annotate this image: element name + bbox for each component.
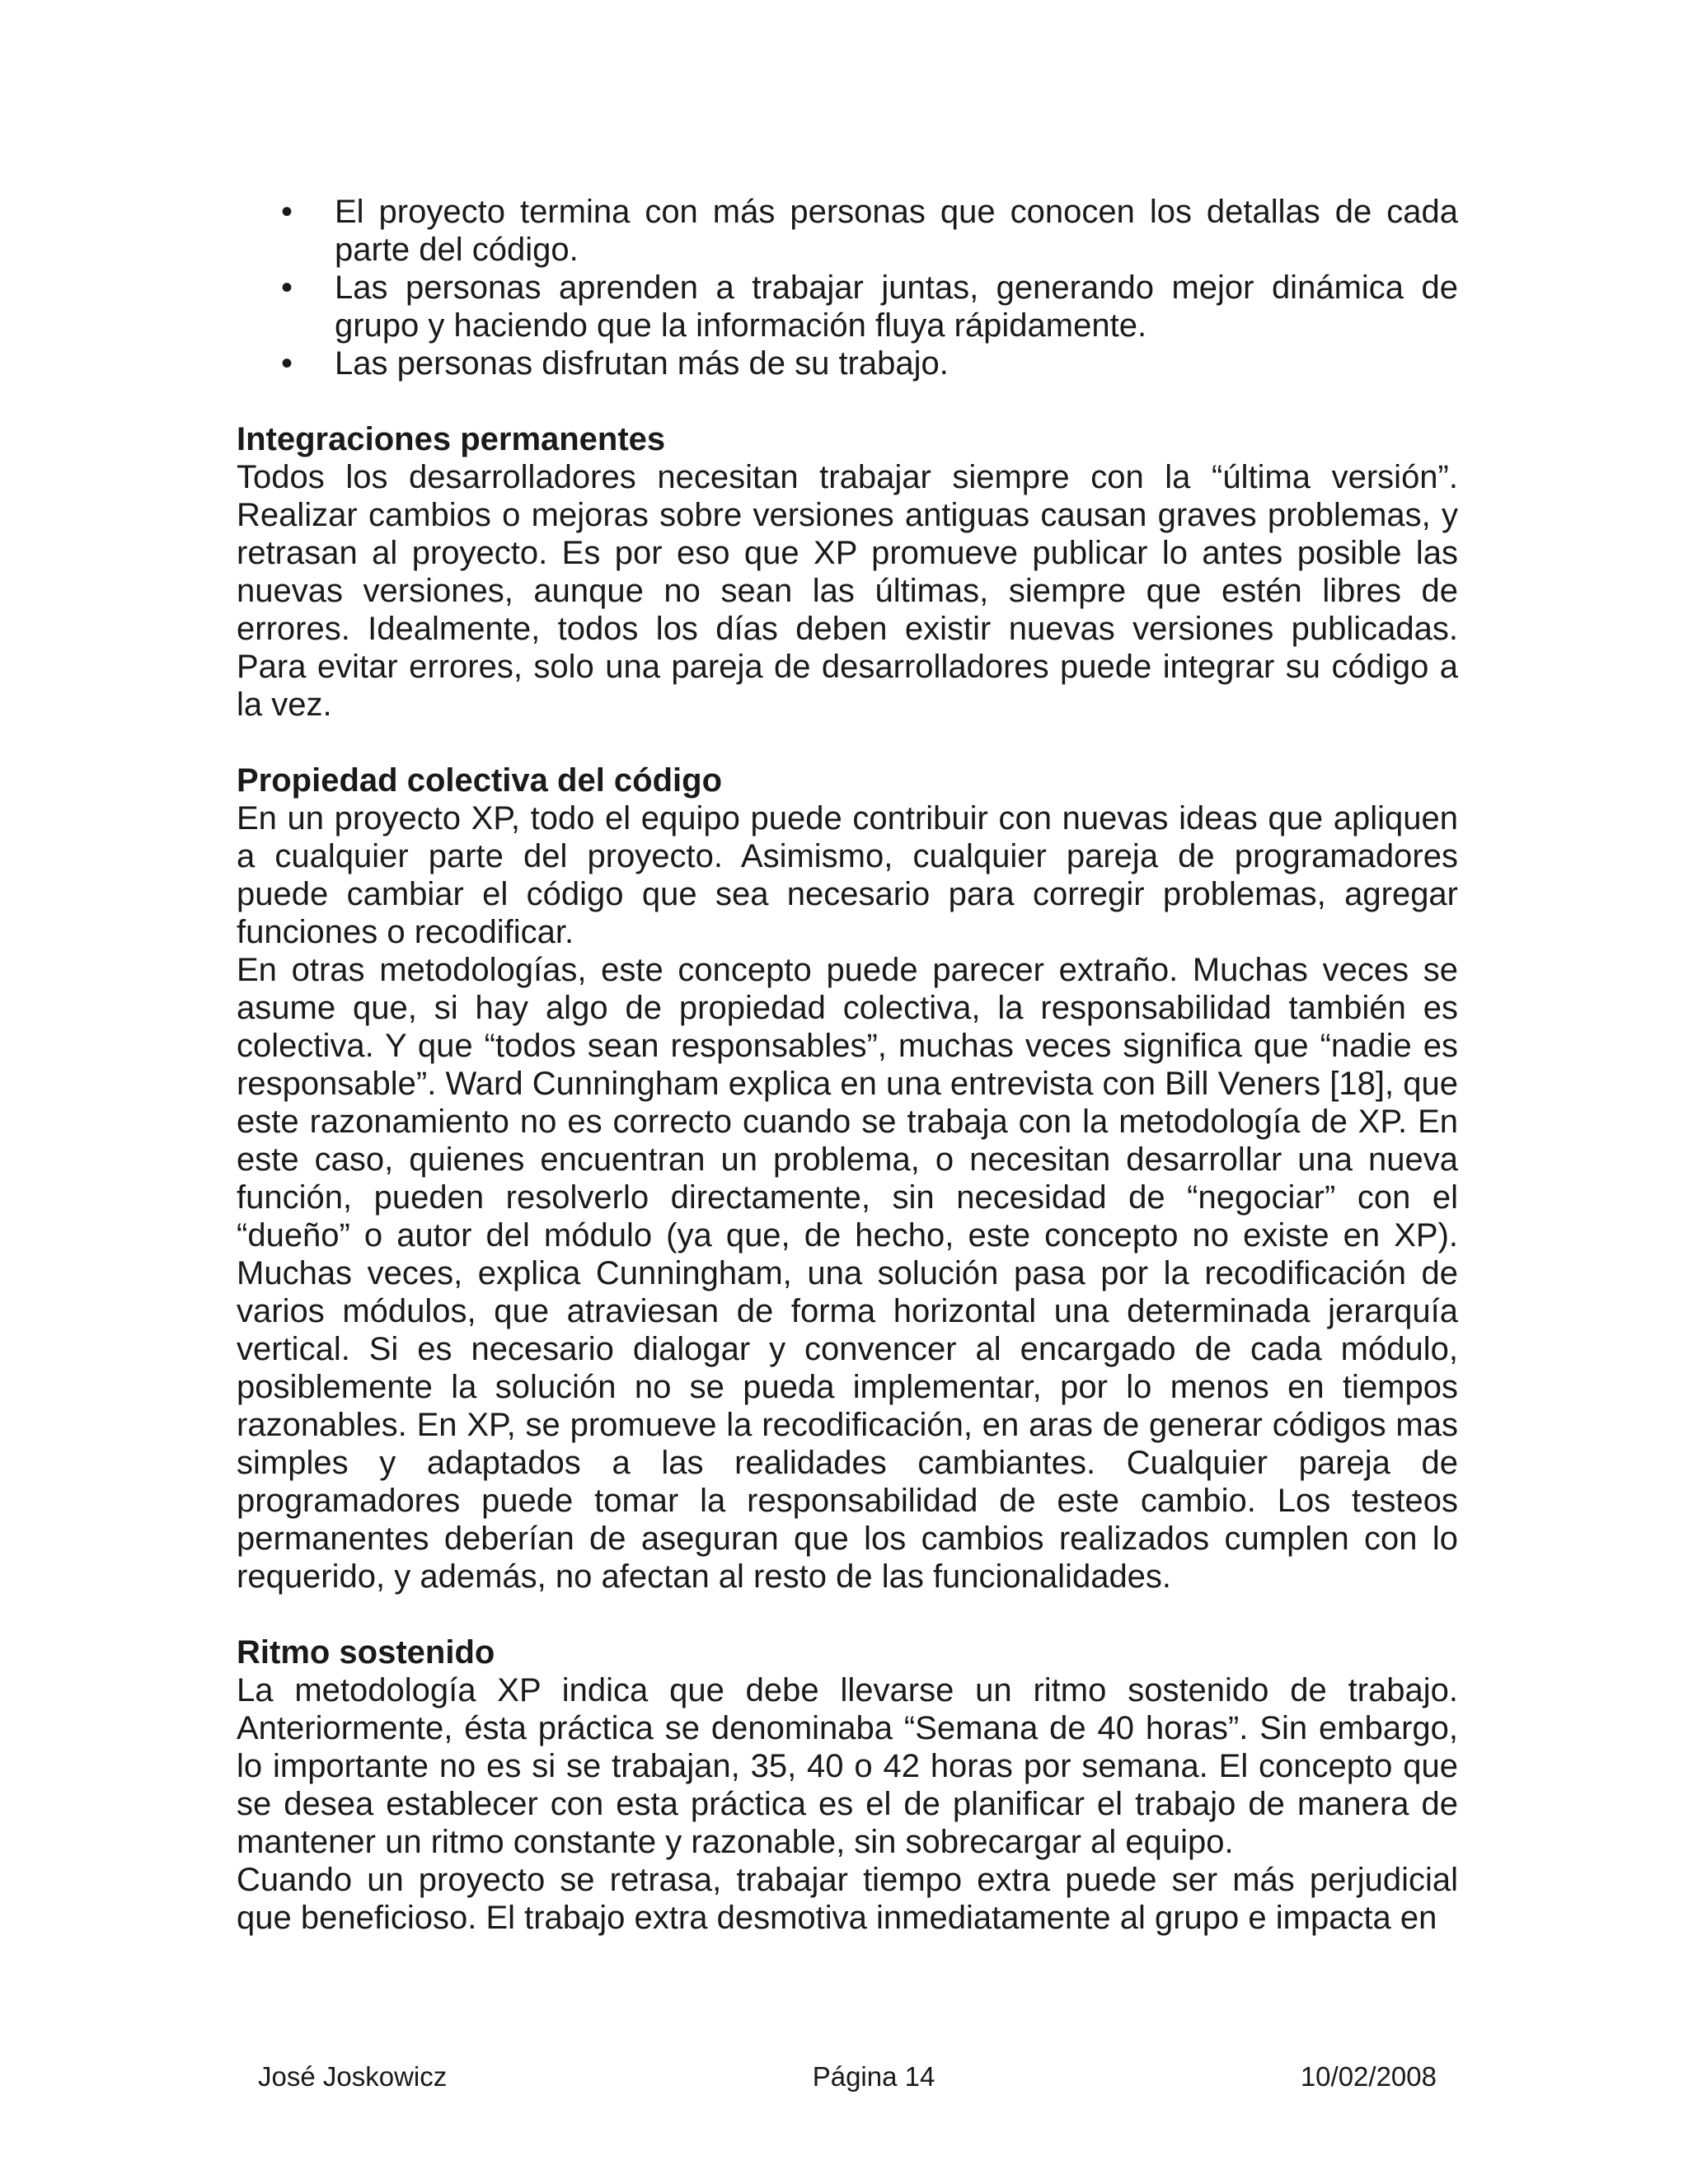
section-heading: Integraciones permanentes xyxy=(237,421,666,457)
list-item xyxy=(237,344,1458,382)
footer-page-number: Página 14 xyxy=(812,2061,935,2092)
bullet-icon: • xyxy=(281,269,293,306)
footer-date: 10/02/2008 xyxy=(1300,2061,1437,2092)
page-footer xyxy=(258,2060,1437,2093)
bullet-text: Las personas disfrutan más de su trabajo. xyxy=(335,345,949,382)
paragraph: En un proyecto XP, todo el equipo puede contribuir con nuevas ideas que apliquen a cualquier parte del proyecto. Asimismo, cualquier pareja de programadores puede cambiar el código que sea necesario para corregir problemas, agregar funciones o recodificar. xyxy=(237,800,1458,950)
section-propiedad-colectiva xyxy=(237,762,1458,1596)
paragraph: Todos los desarrolladores necesitan trabajar siempre con la “última versión”. Realizar cambios o mejoras sobre versiones antiguas causan graves problemas, y retrasan al proyecto. Es por eso que XP promueve publicar lo antes posible las nuevas versiones, aunque no sean las últimas, siempre que estén libres de errores. Idealmente, todos los días deben existir nuevas versiones publicadas. Para evitar errores, solo una pareja de desarrolladores puede integrar su código a la vez. xyxy=(237,459,1458,723)
section-heading: Propiedad colectiva del código xyxy=(237,762,723,799)
paragraph: La metodología XP indica que debe llevarse un ritmo sostenido de trabajo. Anteriormente, ésta práctica se denominaba “Semana de 40 horas”. Sin embargo, lo importante no es si se trabajan, 35, 40 o 42 horas por semana. El concepto que se desea establecer con esta práctica es el de planificar el trabajo de manera de mantener un ritmo constante y razonable, sin sobrecargar al equipo. xyxy=(237,1672,1458,1860)
list-item xyxy=(237,193,1458,269)
footer-author: José Joskowicz xyxy=(258,2061,448,2092)
section-ritmo-sostenido xyxy=(237,1633,1458,1937)
page-content xyxy=(237,193,1458,1937)
bullet-list xyxy=(237,193,1458,382)
paragraph: Cuando un proyecto se retrasa, trabajar tiempo extra puede ser más perjudicial que beneficioso. El trabajo extra desmotiva inmediatamente al grupo e impacta en xyxy=(237,1862,1458,1936)
bullet-icon: • xyxy=(281,345,293,382)
bullet-text: El proyecto termina con más personas que conocen los detallas de cada parte del código. xyxy=(335,194,1458,268)
bullet-icon: • xyxy=(281,194,293,230)
bullet-text: Las personas aprenden a trabajar juntas, generando mejor dinámica de grupo y haciendo que la información fluya rápidamente. xyxy=(335,269,1458,344)
section-integraciones xyxy=(237,420,1458,724)
section-heading: Ritmo sostenido xyxy=(237,1634,495,1671)
list-item xyxy=(237,269,1458,344)
paragraph: En otras metodologías, este concepto puede parecer extraño. Muchas veces se asume que, si hay algo de propiedad colectiva, la responsabilidad también es colectiva. Y que “todos sean responsables”, muchas veces significa que “nadie es responsable”. Ward Cunningham explica en una entrevista con Bill Veners [18], que este razonamiento no es correcto cuando se trabaja con la metodología de XP. En este caso, quienes encuentran un problema, o necesitan desarrollar una nueva función, pueden resolverlo directamente, sin necesidad de “negociar” con el “dueño” o autor del módulo (ya que, de hecho, este concepto no existe en XP). Muchas veces, explica Cunningham, una solución pasa por la recodificación de varios módulos, que atraviesan de forma horizontal una determinada jerarquía vertical. Si es necesario dialogar y convencer al encargado de cada módulo, posiblemente la solución no se pueda implementar, por lo menos en tiempos razonables. En XP, se promueve la recodificación, en aras de generar códigos mas simples y adaptados a las realidades cambiantes. Cualquier pareja de programadores puede tomar la responsabilidad de este cambio. Los testeos permanentes deberían de aseguran que los cambios realizados cumplen con lo requerido, y además, no afectan al resto de las funcionalidades. xyxy=(237,952,1458,1595)
